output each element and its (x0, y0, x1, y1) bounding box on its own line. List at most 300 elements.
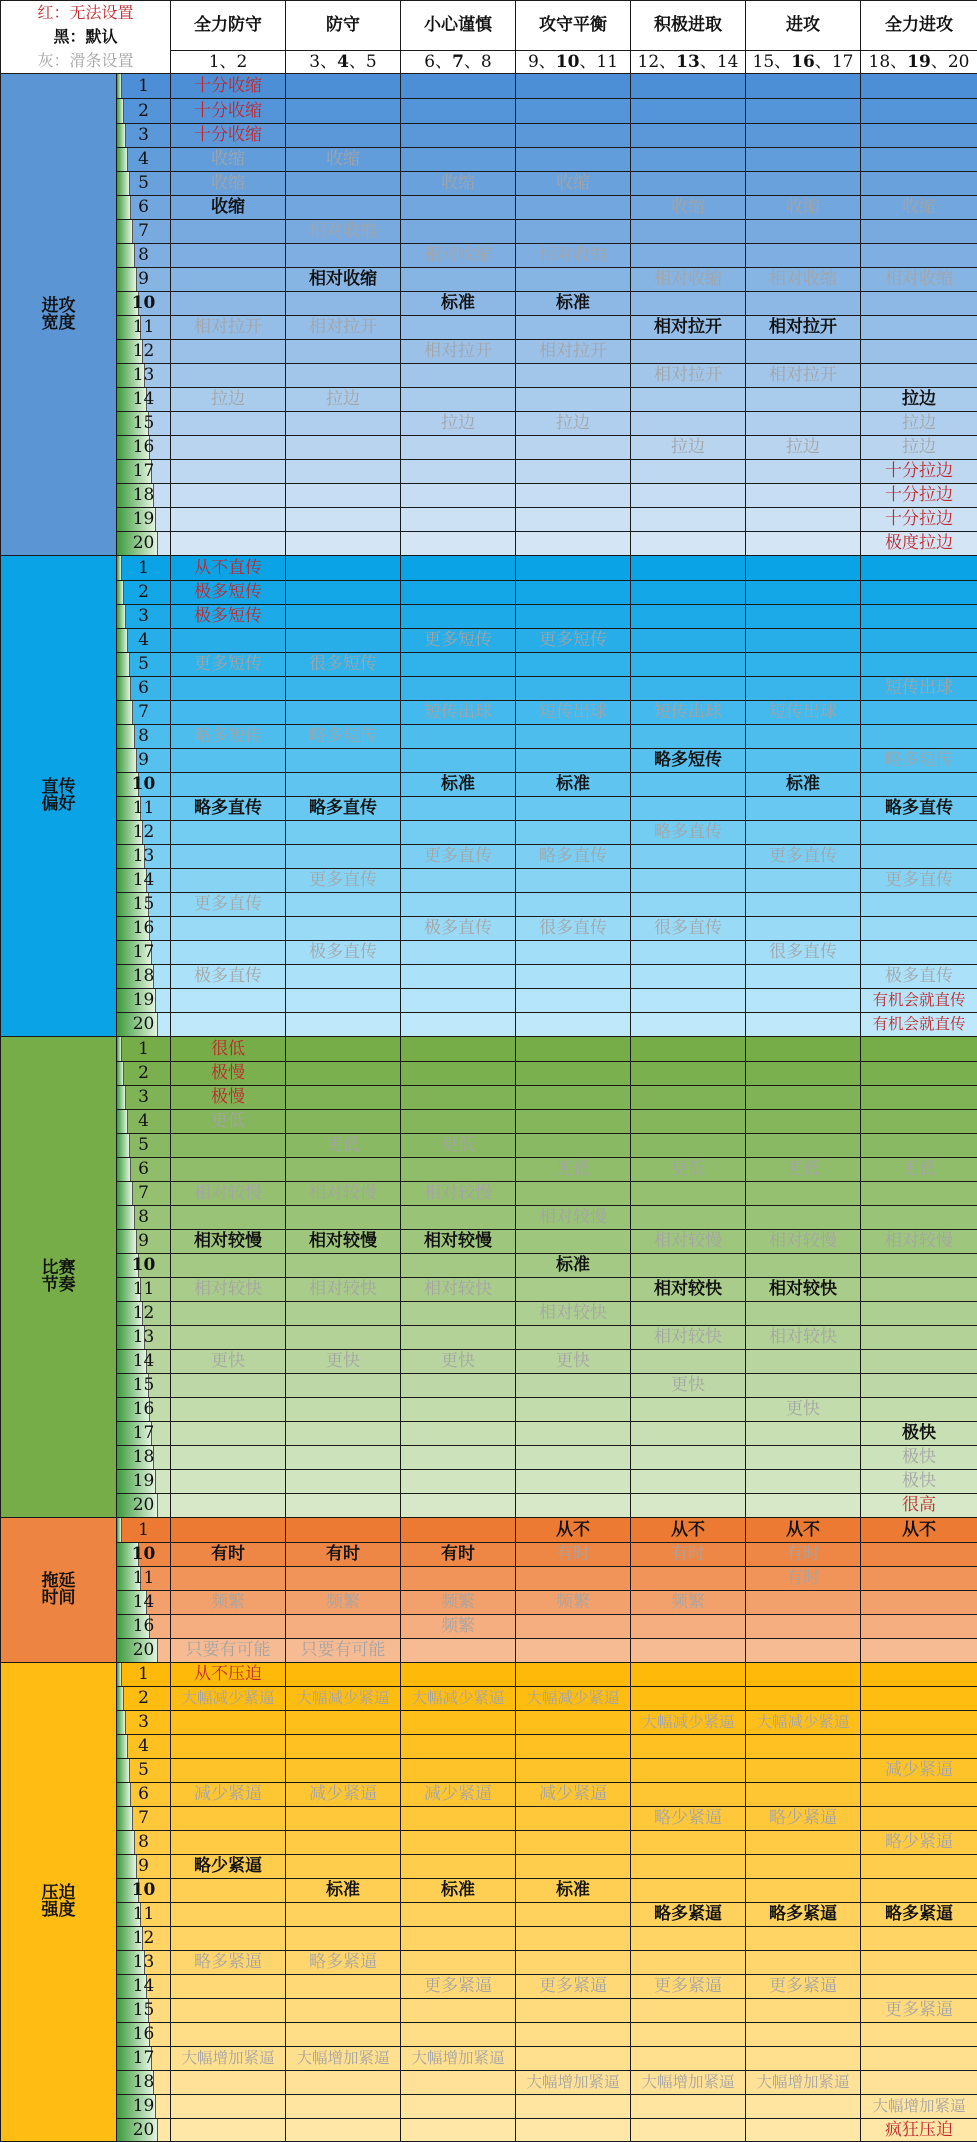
setting-cell (401, 436, 516, 460)
slider-level (117, 1735, 171, 1759)
setting-cell (171, 1013, 286, 1037)
slider-level-number: 17 (133, 1423, 155, 1443)
range-part: 10 (556, 52, 580, 72)
slider-level (117, 1494, 171, 1518)
pressing-intensity-row (1, 1951, 977, 1975)
slider-level-number: 7 (138, 702, 149, 722)
setting-cell (171, 773, 286, 797)
slider-level (117, 388, 171, 412)
tempo-label (1, 1037, 117, 1518)
setting-cell (746, 2023, 861, 2047)
setting-cell (631, 1446, 746, 1470)
slider-level-number: 16 (133, 1616, 155, 1636)
slider-level (117, 172, 171, 196)
slider-level (117, 917, 171, 941)
setting-cell (516, 1999, 631, 2023)
setting-cell: 略多直传 (861, 797, 977, 821)
setting-cell: 更快 (171, 1350, 286, 1374)
setting-cell: 很多短传 (286, 653, 401, 677)
setting-cell: 大幅增加紧逼 (286, 2047, 401, 2071)
setting-cell (516, 2095, 631, 2119)
setting-cell (286, 1086, 401, 1110)
setting-cell (171, 1470, 286, 1494)
setting-cell (171, 1879, 286, 1903)
tempo-row (1, 1086, 977, 1110)
setting-cell: 有时 (746, 1543, 861, 1567)
setting-cell (171, 436, 286, 460)
setting-cell (631, 1206, 746, 1230)
slider-level (117, 1206, 171, 1230)
slider-level-number: 12 (133, 1928, 155, 1948)
setting-cell (401, 1422, 516, 1446)
setting-cell: 很多直传 (631, 917, 746, 941)
slider-level-number: 17 (133, 2048, 155, 2068)
setting-cell (286, 1254, 401, 1278)
attack-width-label (1, 74, 117, 556)
passing-directness-row (1, 773, 977, 797)
setting-cell (401, 364, 516, 388)
setting-cell (861, 1326, 977, 1350)
setting-cell: 拉边 (516, 412, 631, 436)
setting-cell: 相对较慢 (861, 1230, 977, 1254)
setting-cell (861, 1807, 977, 1831)
setting-cell: 更快 (516, 1350, 631, 1374)
tempo-row (1, 1062, 977, 1086)
slider-level (117, 1615, 171, 1639)
setting-cell (286, 1398, 401, 1422)
setting-cell (171, 2023, 286, 2047)
setting-cell (631, 2047, 746, 2071)
setting-cell (631, 1663, 746, 1687)
setting-cell (631, 1879, 746, 1903)
setting-cell (861, 1302, 977, 1326)
column-range-3 (401, 51, 516, 74)
range-part: 9、 (528, 52, 556, 72)
setting-cell (286, 2119, 401, 2142)
setting-cell (746, 869, 861, 893)
setting-cell: 十分收缩 (171, 99, 286, 124)
setting-cell (516, 605, 631, 629)
column-range-7 (861, 51, 977, 74)
section-title-line: 节奏 (1, 1277, 116, 1294)
setting-cell: 极多直传 (286, 941, 401, 965)
setting-cell (401, 460, 516, 484)
time-wasting-row (1, 1615, 977, 1639)
range-part: 13 (676, 52, 700, 72)
slider-level-number: 14 (133, 1976, 155, 1996)
setting-cell (746, 172, 861, 196)
setting-cell: 短传出球 (861, 677, 977, 701)
setting-cell (746, 1134, 861, 1158)
setting-cell: 有时 (746, 1567, 861, 1591)
setting-cell: 略多紧逼 (286, 1951, 401, 1975)
slider-level-number: 7 (138, 221, 149, 241)
setting-cell: 减少紧逼 (516, 1783, 631, 1807)
setting-cell (286, 629, 401, 653)
setting-cell (171, 1206, 286, 1230)
slider-level-number: 16 (133, 437, 155, 457)
setting-cell (171, 701, 286, 725)
setting-cell (861, 1951, 977, 1975)
setting-cell (286, 1326, 401, 1350)
slider-level (117, 1591, 171, 1615)
setting-cell (401, 749, 516, 773)
slider-fill (117, 556, 122, 580)
setting-cell (516, 1374, 631, 1398)
slider-level (117, 773, 171, 797)
setting-cell: 略多短传 (861, 749, 977, 773)
setting-cell: 标准 (286, 1879, 401, 1903)
setting-cell: 相对较慢 (171, 1230, 286, 1254)
setting-cell (631, 725, 746, 749)
setting-cell: 相对收缩 (746, 268, 861, 292)
setting-cell: 极多短传 (171, 581, 286, 605)
setting-cell (861, 220, 977, 244)
slider-level-number: 4 (138, 630, 149, 650)
slider-fill (117, 605, 126, 628)
setting-cell (861, 99, 977, 124)
setting-cell (516, 1927, 631, 1951)
setting-cell: 收缩 (286, 148, 401, 172)
setting-cell: 大幅增加紧逼 (171, 2047, 286, 2071)
setting-cell: 只要有可能 (171, 1639, 286, 1663)
slider-level-number: 8 (138, 1832, 149, 1852)
setting-cell: 大幅增加紧逼 (401, 2047, 516, 2071)
setting-cell (401, 1711, 516, 1735)
setting-cell: 更多直传 (746, 845, 861, 869)
setting-cell: 疯狂压迫 (861, 2119, 977, 2142)
setting-cell (631, 797, 746, 821)
setting-cell: 更多直传 (171, 893, 286, 917)
setting-cell: 更快 (401, 1350, 516, 1374)
setting-cell (516, 532, 631, 556)
slider-level-number: 5 (138, 654, 149, 674)
setting-cell: 收缩 (171, 196, 286, 220)
setting-cell (171, 220, 286, 244)
setting-cell (286, 1975, 401, 1999)
setting-cell (286, 1927, 401, 1951)
tempo-row (1, 1037, 977, 1062)
slider-level (117, 1110, 171, 1134)
setting-cell: 略少紧逼 (631, 1807, 746, 1831)
setting-cell (401, 1037, 516, 1062)
slider-level (117, 893, 171, 917)
tempo-row (1, 1134, 977, 1158)
setting-cell (746, 2047, 861, 2071)
setting-cell (516, 821, 631, 845)
range-part: 、11 (579, 52, 618, 72)
setting-cell: 短传出球 (401, 701, 516, 725)
setting-cell (401, 581, 516, 605)
range-part: 16 (791, 52, 815, 72)
setting-cell (516, 725, 631, 749)
slider-fill (117, 701, 133, 724)
slider-level-number: 14 (133, 1351, 155, 1371)
slider-level (117, 1831, 171, 1855)
setting-cell: 相对较快 (171, 1278, 286, 1302)
slider-fill (117, 74, 122, 98)
setting-cell (861, 1086, 977, 1110)
setting-cell (286, 99, 401, 124)
setting-cell (286, 581, 401, 605)
setting-cell (516, 2023, 631, 2047)
setting-cell (746, 917, 861, 941)
passing-directness-row (1, 869, 977, 893)
pressing-intensity-row (1, 1759, 977, 1783)
passing-directness-row (1, 797, 977, 821)
setting-cell (631, 1134, 746, 1158)
pressing-intensity-row (1, 1879, 977, 1903)
setting-cell (286, 1735, 401, 1759)
attack-width-row (1, 364, 977, 388)
slider-level-number: 9 (138, 1231, 149, 1251)
slider-level (117, 1302, 171, 1326)
setting-cell (746, 1735, 861, 1759)
setting-cell (516, 965, 631, 989)
setting-cell (401, 99, 516, 124)
setting-cell (516, 1182, 631, 1206)
setting-cell (746, 1013, 861, 1037)
setting-cell (861, 124, 977, 148)
setting-cell (746, 1831, 861, 1855)
setting-cell (746, 508, 861, 532)
slider-level (117, 556, 171, 581)
setting-cell: 从不 (516, 1518, 631, 1543)
setting-cell (286, 1567, 401, 1591)
slider-level (117, 460, 171, 484)
setting-cell (286, 749, 401, 773)
passing-directness-label (1, 556, 117, 1037)
setting-cell (516, 1134, 631, 1158)
slider-level (117, 1879, 171, 1903)
legend-black: 黑：默认 (54, 25, 118, 49)
setting-cell: 相对较快 (746, 1278, 861, 1302)
tempo-row (1, 1302, 977, 1326)
setting-cell: 十分收缩 (171, 124, 286, 148)
passing-directness-row (1, 725, 977, 749)
setting-cell (861, 941, 977, 965)
setting-cell (631, 172, 746, 196)
setting-cell (861, 2071, 977, 2095)
setting-cell (631, 484, 746, 508)
setting-cell (861, 629, 977, 653)
setting-cell: 略少紧逼 (171, 1855, 286, 1879)
setting-cell: 从不 (861, 1518, 977, 1543)
setting-cell (401, 1374, 516, 1398)
setting-cell: 更多紧逼 (861, 1999, 977, 2023)
setting-cell (286, 292, 401, 316)
setting-cell (631, 893, 746, 917)
setting-cell: 相对收缩 (401, 244, 516, 268)
setting-cell (171, 1422, 286, 1446)
setting-cell (861, 148, 977, 172)
setting-cell (631, 1398, 746, 1422)
slider-level-number: 3 (138, 1087, 149, 1107)
setting-cell: 略多紧逼 (171, 1951, 286, 1975)
pressing-intensity-row (1, 1735, 977, 1759)
slider-level (117, 74, 171, 99)
setting-cell (861, 340, 977, 364)
setting-cell (401, 1302, 516, 1326)
slider-level (117, 1975, 171, 1999)
setting-cell (516, 1663, 631, 1687)
setting-cell (401, 1567, 516, 1591)
slider-level-number: 13 (133, 365, 155, 385)
slider-level (117, 701, 171, 725)
setting-cell (631, 1615, 746, 1639)
setting-cell (861, 1350, 977, 1374)
setting-cell: 从不直传 (171, 556, 286, 581)
slider-level-number: 2 (138, 1688, 149, 1708)
setting-cell: 略少紧逼 (861, 1831, 977, 1855)
setting-cell (746, 1494, 861, 1518)
tempo-row (1, 1350, 977, 1374)
setting-cell (171, 1927, 286, 1951)
setting-cell: 相对较慢 (401, 1230, 516, 1254)
setting-cell (746, 893, 861, 917)
attack-width-row (1, 196, 977, 220)
setting-cell (631, 773, 746, 797)
setting-cell (516, 2119, 631, 2142)
passing-directness-row (1, 845, 977, 869)
setting-cell (401, 797, 516, 821)
setting-cell (286, 364, 401, 388)
setting-cell (746, 989, 861, 1013)
setting-cell (631, 989, 746, 1013)
setting-cell: 相对较快 (286, 1278, 401, 1302)
setting-cell (516, 1807, 631, 1831)
slider-level-number: 5 (138, 1135, 149, 1155)
slider-level-number: 8 (138, 726, 149, 746)
attack-width-row (1, 340, 977, 364)
setting-cell (861, 725, 977, 749)
setting-cell (861, 1398, 977, 1422)
range-part: 15、 (753, 52, 792, 72)
passing-directness-row (1, 605, 977, 629)
setting-cell (171, 1999, 286, 2023)
pressing-intensity-row (1, 2023, 977, 2047)
tempo-row (1, 1206, 977, 1230)
setting-cell (401, 965, 516, 989)
setting-cell: 很低 (171, 1037, 286, 1062)
setting-cell (401, 1110, 516, 1134)
setting-cell (631, 1086, 746, 1110)
setting-cell (746, 99, 861, 124)
setting-cell (746, 2119, 861, 2142)
slider-level-number: 10 (132, 1880, 156, 1900)
slider-level-number: 14 (133, 389, 155, 409)
slider-fill (117, 1711, 126, 1734)
slider-level (117, 244, 171, 268)
setting-cell (861, 2047, 977, 2071)
slider-level (117, 941, 171, 965)
setting-cell (286, 1470, 401, 1494)
slider-level-number: 7 (138, 1808, 149, 1828)
slider-fill (117, 1855, 137, 1878)
slider-fill (117, 244, 135, 267)
setting-cell: 大幅减少紧逼 (286, 1687, 401, 1711)
setting-cell (286, 1062, 401, 1086)
setting-cell (861, 1687, 977, 1711)
setting-cell: 更多直传 (861, 869, 977, 893)
setting-cell (401, 1903, 516, 1927)
setting-cell (286, 917, 401, 941)
tempo-row (1, 1374, 977, 1398)
setting-cell (401, 74, 516, 99)
setting-cell (746, 965, 861, 989)
setting-cell: 减少紧逼 (286, 1783, 401, 1807)
setting-cell (861, 1567, 977, 1591)
setting-cell: 相对较慢 (631, 1230, 746, 1254)
setting-cell (286, 1903, 401, 1927)
setting-cell (861, 917, 977, 941)
attack-width-row (1, 124, 977, 148)
setting-cell: 极度拉边 (861, 532, 977, 556)
setting-cell: 极快 (861, 1422, 977, 1446)
slider-level-number: 18 (133, 966, 155, 986)
setting-cell (171, 1398, 286, 1422)
passing-directness-row (1, 893, 977, 917)
slider-level-number: 1 (138, 1039, 149, 1059)
setting-cell: 相对拉开 (171, 316, 286, 340)
setting-cell: 相对较快 (631, 1278, 746, 1302)
pressing-intensity-label (1, 1663, 117, 2142)
setting-cell (401, 1013, 516, 1037)
setting-cell (286, 1663, 401, 1687)
slider-level (117, 1230, 171, 1254)
pressing-intensity-row (1, 1663, 977, 1687)
setting-cell (286, 1494, 401, 1518)
setting-cell: 极多直传 (171, 965, 286, 989)
setting-cell (516, 1567, 631, 1591)
slider-level-number: 15 (133, 2000, 155, 2020)
setting-cell (401, 1494, 516, 1518)
setting-cell (631, 581, 746, 605)
setting-cell (861, 1110, 977, 1134)
setting-cell (171, 292, 286, 316)
setting-cell (286, 1013, 401, 1037)
setting-cell (746, 1855, 861, 1879)
slider-level-number: 19 (133, 2096, 155, 2116)
slider-level (117, 124, 171, 148)
setting-cell (516, 484, 631, 508)
time-wasting-label (1, 1518, 117, 1663)
slider-level (117, 1013, 171, 1037)
setting-cell (286, 1037, 401, 1062)
setting-cell (516, 124, 631, 148)
setting-cell (746, 629, 861, 653)
setting-cell (746, 388, 861, 412)
pressing-intensity-row (1, 1711, 977, 1735)
slider-level-number: 12 (133, 822, 155, 842)
attack-width-row (1, 436, 977, 460)
setting-cell (631, 1687, 746, 1711)
slider-level (117, 340, 171, 364)
slider-level-number: 8 (138, 245, 149, 265)
slider-level (117, 1037, 171, 1062)
setting-cell (401, 1398, 516, 1422)
setting-cell (631, 412, 746, 436)
slider-level (117, 2047, 171, 2071)
setting-cell (631, 1999, 746, 2023)
setting-cell: 相对收缩 (631, 268, 746, 292)
slider-level (117, 508, 171, 532)
slider-fill (117, 172, 130, 195)
setting-cell (401, 484, 516, 508)
setting-cell (516, 1278, 631, 1302)
setting-cell: 频繁 (286, 1591, 401, 1615)
setting-cell (516, 316, 631, 340)
